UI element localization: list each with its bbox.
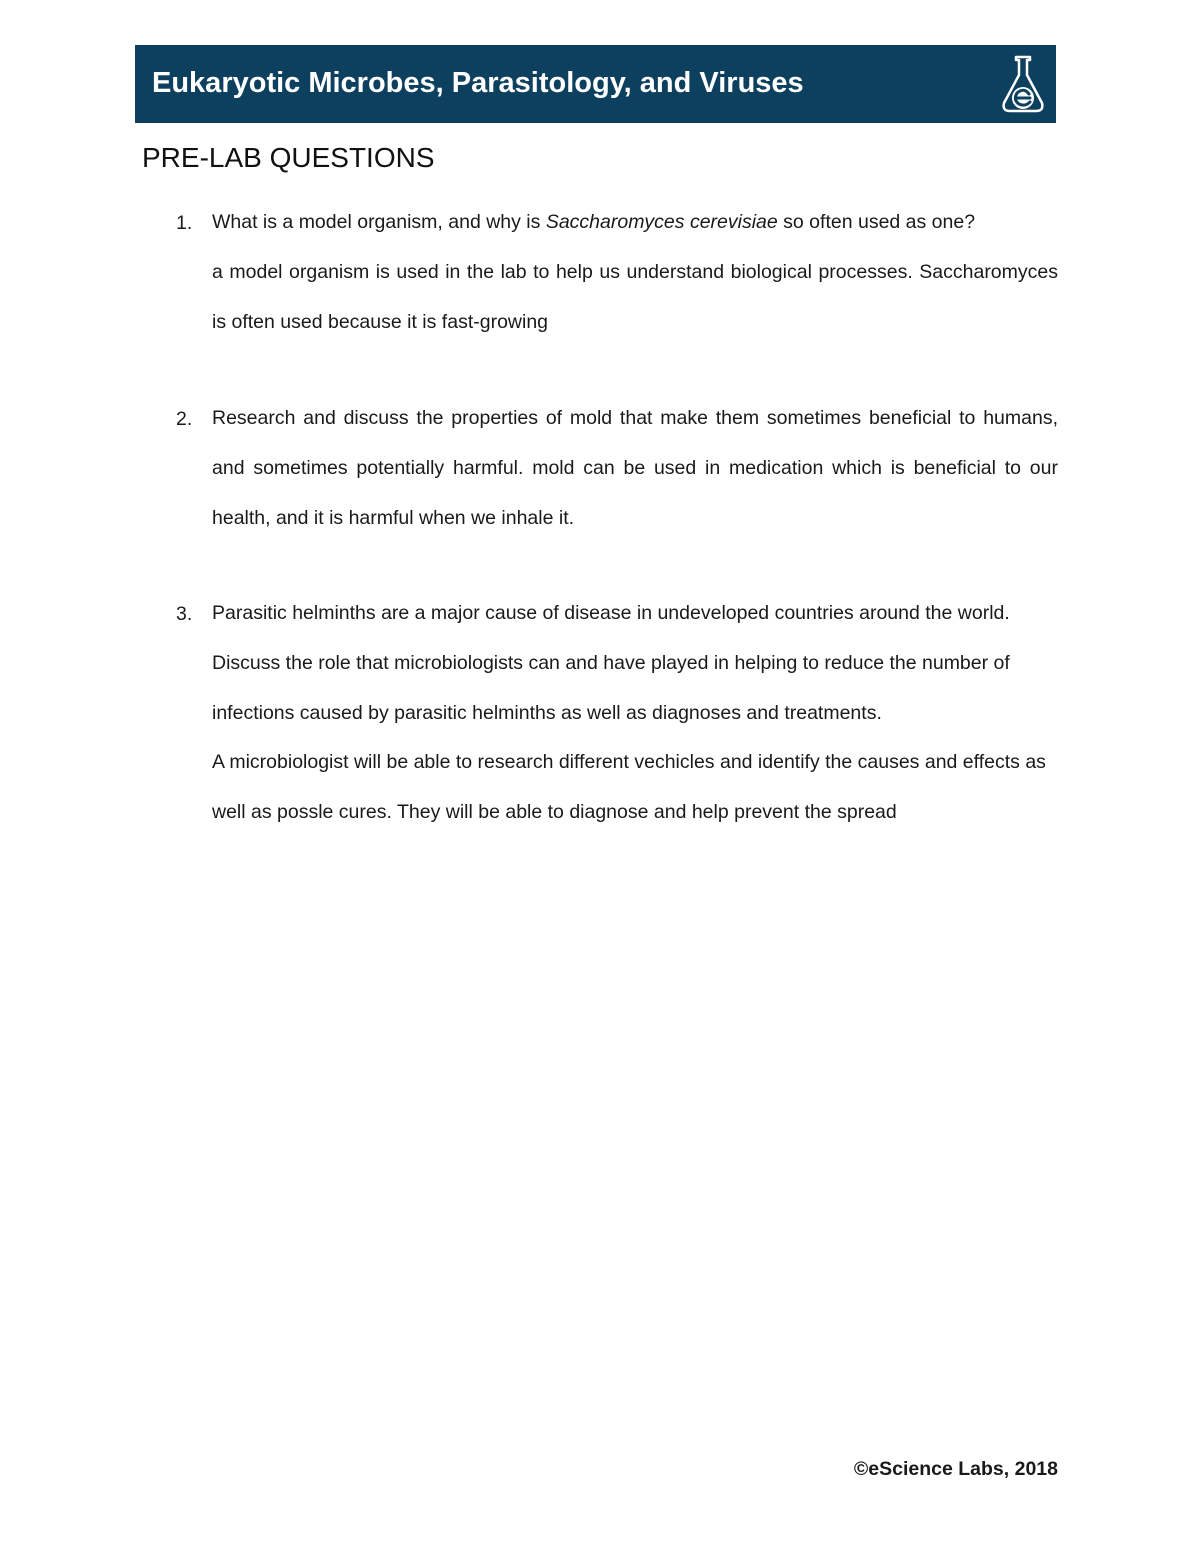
question-text [212,394,1058,543]
question-text [212,198,1058,248]
question-item [176,589,1058,838]
question-text: Parasitic helminths are a major cause of disease in undeveloped countries around the world. Discuss the role that microbiologists can and have played in helping to reduce the number of infections caused by parasitic helminths as well as diagnoses and treatments. [212,602,1010,724]
header-banner [135,45,1056,123]
flask-e-logo-icon [1000,53,1046,115]
section-title: PRE-LAB QUESTIONS [142,142,435,173]
question-number: 3. [176,603,193,625]
footer-copyright: ©eScience Labs, 2018 [853,1458,1058,1480]
answer-text: a model organism is used in the lab to help us understand biological processes. Saccharomyces is often used because it is fast-growing [212,260,1058,333]
answer-text: mold can be used in medication which is beneficial to our health, and it is harmful when we inhale it. [212,456,1058,529]
question-number: 1. [176,212,193,234]
question-number: 2. [176,408,193,430]
document-title: Eukaryotic Microbes, Parasitology, and Viruses [152,67,804,99]
question-prompt: What is a model organism, and why is [212,211,546,233]
question-prompt-italic: Saccharomyces cerevisiae [545,211,778,233]
question-item [176,198,1058,347]
question-item [176,394,1058,543]
question-prompt: so often used as one? [777,211,976,233]
answer-text: A microbiologist will be able to research different vechicles and identify the causes and effects as well as possle cures. They will be able to diagnose and help prevent the spread [212,751,1046,824]
question-prompt: Research and discuss the properties of mold that make them sometimes beneficial to humans, and sometimes potentially harmful. [212,407,1058,479]
